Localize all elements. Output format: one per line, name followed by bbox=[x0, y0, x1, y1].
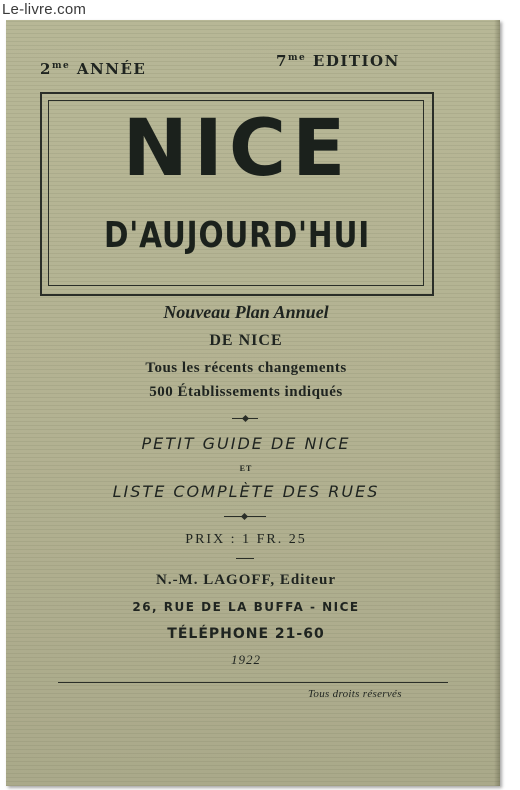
rights-notice: Tous droits réservés bbox=[308, 688, 402, 700]
year-number: 2 bbox=[40, 60, 52, 78]
year-label bbox=[40, 60, 146, 78]
bottom-rule bbox=[58, 682, 448, 683]
price-label: PRIX : 1 FR. 25 bbox=[185, 532, 307, 547]
cover-subtitle: D'AUJOURD'HUI bbox=[103, 215, 371, 256]
edition-label bbox=[276, 52, 400, 70]
guide-title: PETIT GUIDE DE NICE bbox=[141, 434, 351, 453]
plan-city: DE NICE bbox=[209, 332, 283, 349]
plan-description: Nouveau Plan Annuel bbox=[163, 302, 329, 322]
site-watermark: Le-livre.com bbox=[2, 1, 87, 18]
year-word: ANNÉE bbox=[76, 60, 147, 78]
ornament-dot-2 bbox=[241, 513, 248, 520]
year-superscript: me bbox=[51, 61, 71, 71]
edition-superscript: me bbox=[287, 53, 307, 63]
cover-title: NICE bbox=[122, 104, 352, 194]
book-cover bbox=[6, 20, 500, 786]
publisher-name: N.-M. LAGOFF, Editeur bbox=[155, 572, 337, 588]
publisher-phone: TÉLÉPHONE 21-60 bbox=[167, 626, 325, 642]
publisher-address: 26, RUE DE LA BUFFA - NICE bbox=[132, 600, 360, 614]
connector-word: ET bbox=[239, 464, 253, 473]
cover-edge-shadow bbox=[494, 20, 500, 786]
publication-year: 1922 bbox=[231, 652, 261, 667]
streets-list-title: LISTE COMPLÈTE DES RUES bbox=[112, 482, 380, 501]
changes-note: Tous les récents changements bbox=[145, 360, 347, 376]
ornament-rule-3 bbox=[236, 558, 254, 559]
establishments-note: 500 Établissements indiqués bbox=[149, 384, 343, 400]
edition-number: 7 bbox=[276, 52, 288, 70]
ornament-dot-1 bbox=[242, 415, 249, 422]
edition-word: EDITION bbox=[312, 52, 400, 70]
